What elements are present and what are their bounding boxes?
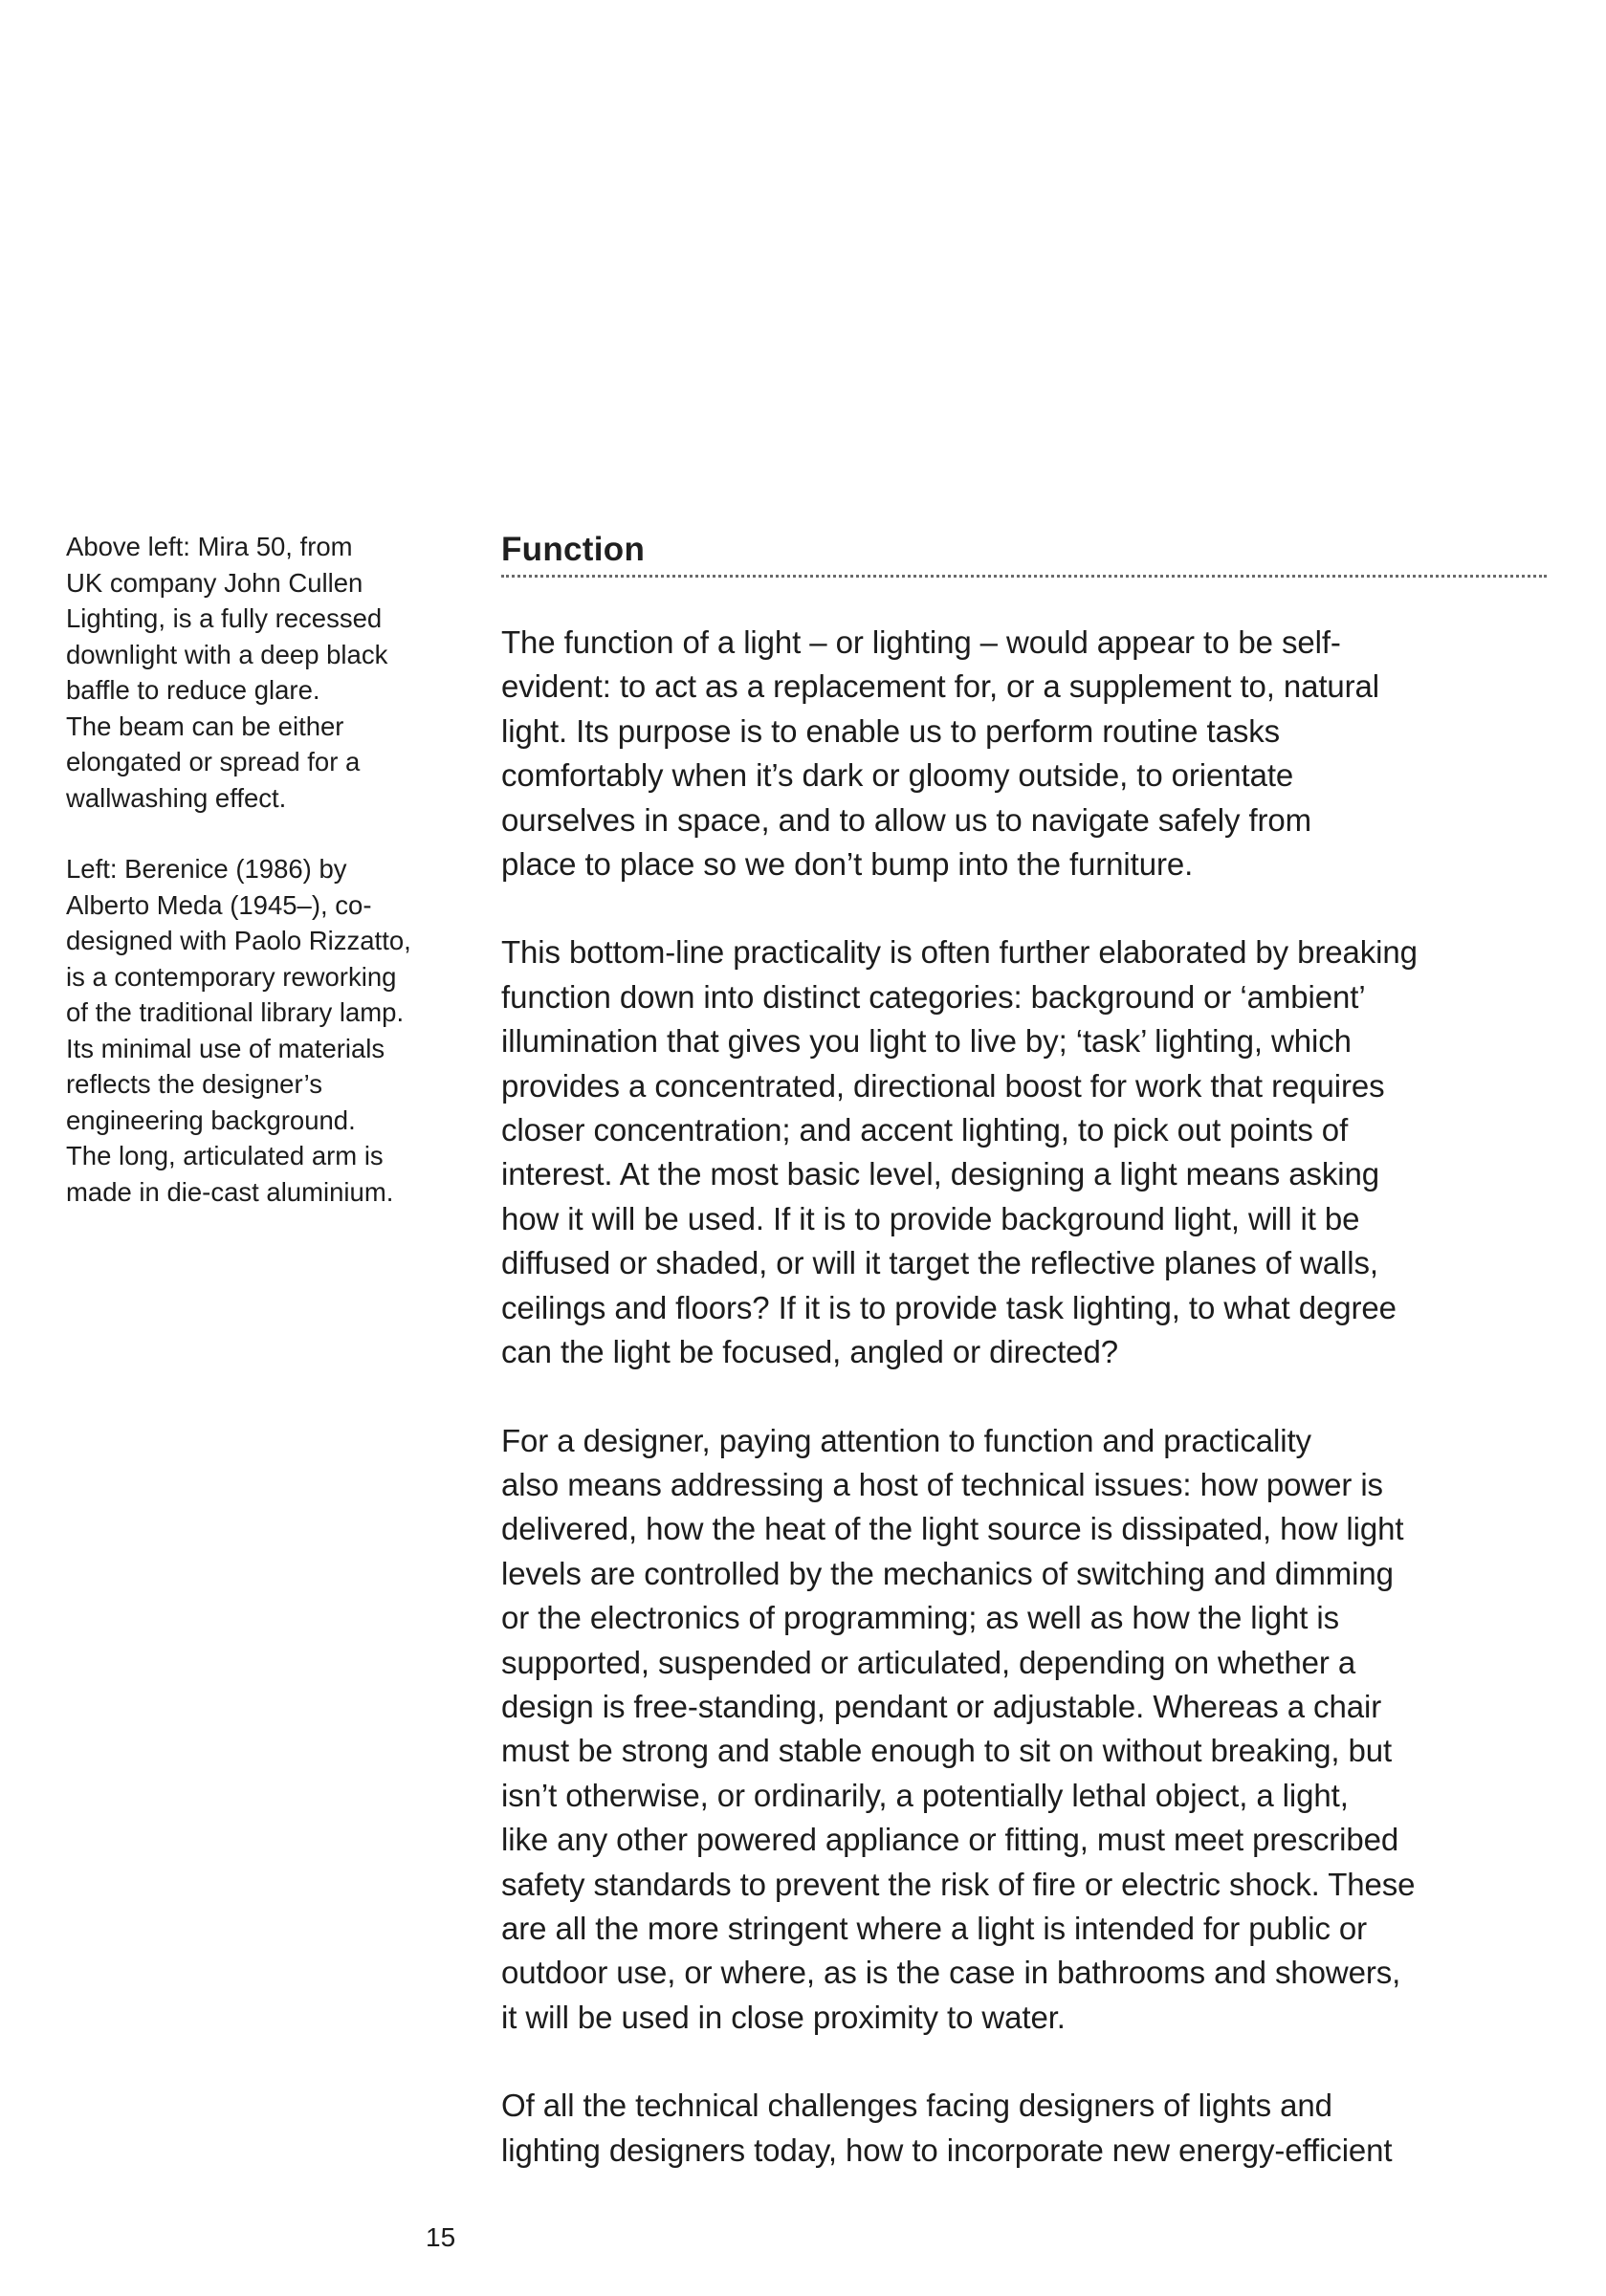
body-paragraph: Of all the technical challenges facing designers of lights and lighting designers today, how to incorporate new energy-efficient [501, 2088, 1393, 2168]
caption-above-left: Above left: Mira 50, from UK company John Cullen Lighting, is a fully recessed downlight with a deep black baffle to reduce glare. The beam can be either elongated or spread for a wallwashing effect. [66, 532, 388, 813]
section-title: Function [501, 531, 646, 568]
caption-left: Left: Berenice (1986) by Alberto Meda (1945–), co- designed with Paolo Rizzatto, is a contemporary reworking of the traditional library lamp. Its minimal use of materials reflects the designer’s engineering background. The long, articulated arm is made in die-cast aluminium. [66, 854, 411, 1207]
body-paragraph: The function of a light – or lighting – would appear to be self- evident: to act as a replacement for, or a supplement to, natural light. Its purpose is to enable us to perform routine tasks comfortably when it’s dark or gloomy outside, to orientate ourselves in space, and to allow us to navigate safely from place to place so we don’t bump into the furniture. [501, 624, 1380, 883]
page-number: 15 [426, 2222, 456, 2252]
sidebar-captions [66, 529, 468, 1210]
body-paragraph: This bottom-line practicality is often further elaborated by breaking function down into distinct categories: background or ‘ambient’ illumination that gives you light to live by; ‘task’ lighting, which provides a concentrated, directional boost for work that requires closer concentration; and accent lighting, to pick out points of interest. At the most basic level, designing a light means asking how it will be used. If it is to provide background light, will it be diffused or shaded, or will it target the reflective planes of walls, ceilings and floors? If it is to provide task lighting, to what degree can the light be focused, angled or directed? [501, 934, 1418, 1370]
dotted-rule [501, 575, 1547, 578]
body-paragraph: For a designer, paying attention to function and practicality also means addressing a host of technical issues: how power is delivered, how the heat of the light source is dissipated, how light levels are controlled by the mechanics of switching and dimming or the electronics of programming; as well as how the light is supported, suspended or articulated, depending on whether a design is free-standing, pendant or adjustable. Whereas a chair must be strong and stable enough to sit on without breaking, but isn’t otherwise, or ordinarily, a potentially lethal object, a light, like any other powered appliance or fitting, must meet prescribed safety standards to prevent the risk of fire or electric shock. These are all the more stringent where a light is intended for public or outdoor use, or where, as is the case in bathrooms and showers, it will be used in close proximity to water. [501, 1422, 1416, 2035]
main-column [501, 529, 1549, 2173]
